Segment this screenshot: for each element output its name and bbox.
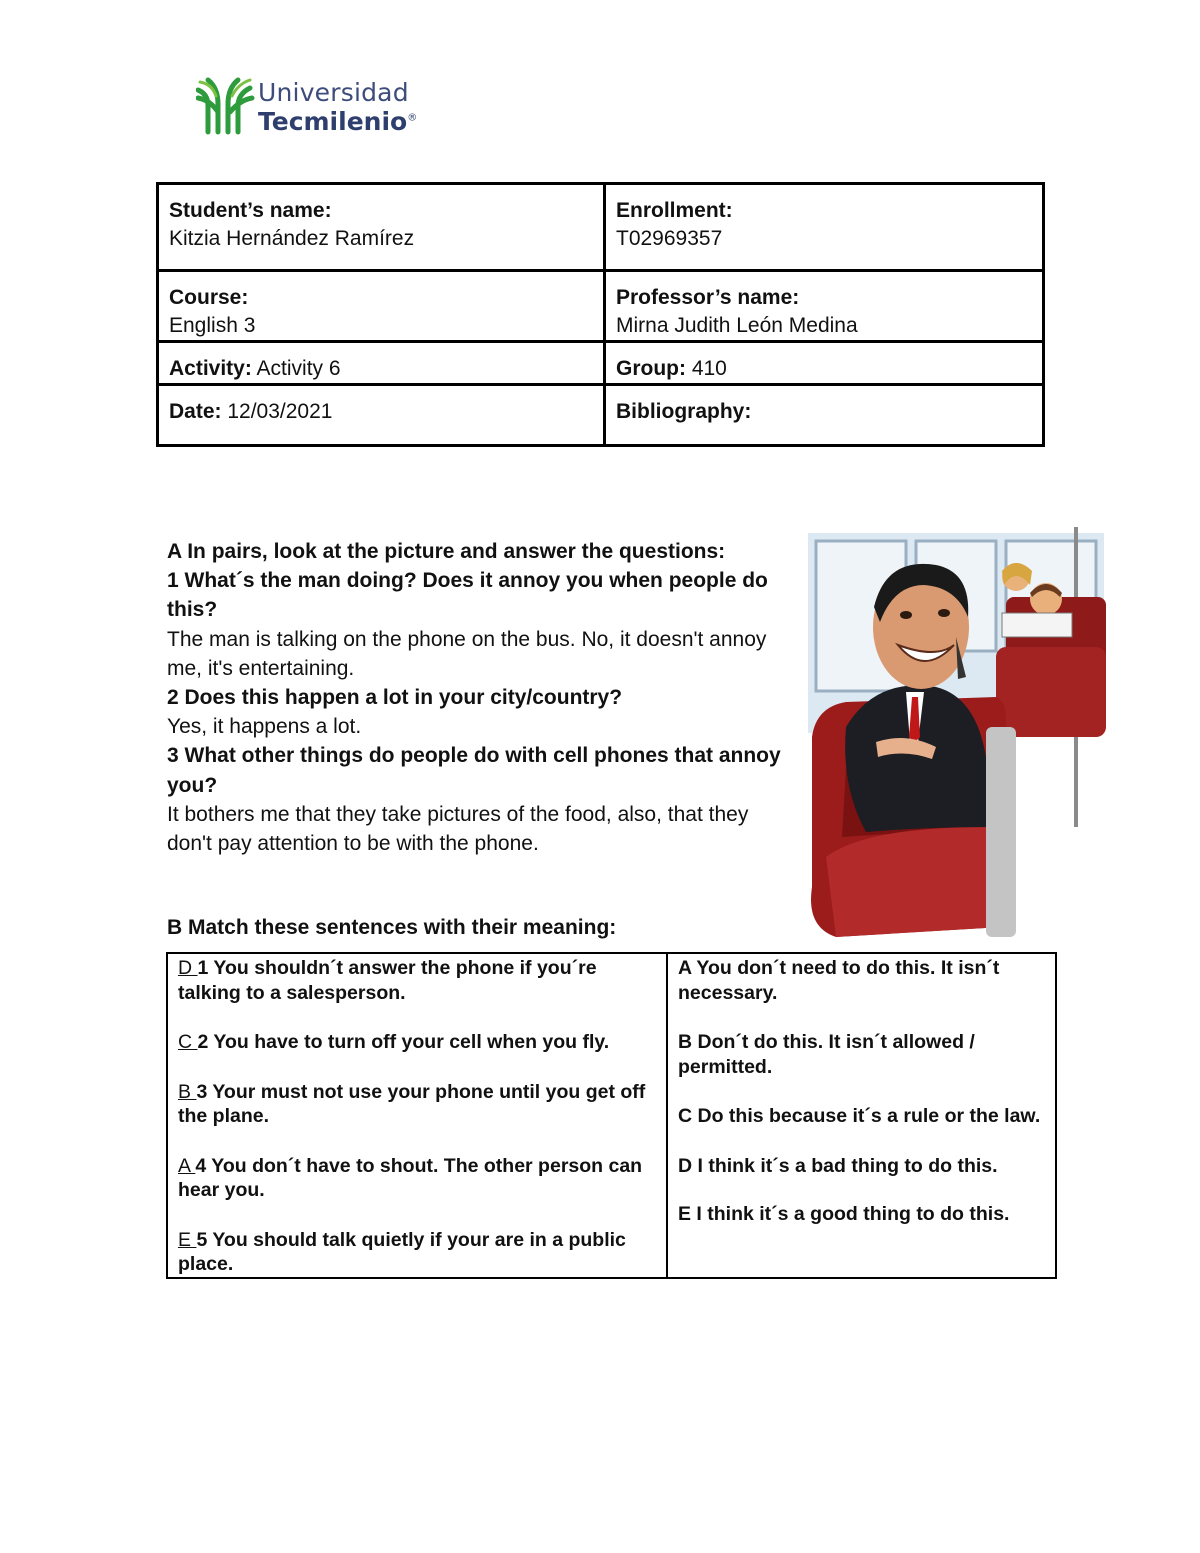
- sentence-text: 2 You have to turn off your cell when you fly.: [197, 1031, 610, 1053]
- enrollment-label: Enrollment:: [616, 199, 733, 222]
- logo-line-tecmilenio: [258, 109, 417, 134]
- meaning-item: C Do this because it´s a rule or the law.: [678, 1105, 1041, 1127]
- student-info-table: [156, 182, 1045, 447]
- answer-blank: A: [178, 1154, 196, 1177]
- enrollment-value: T02969357: [616, 227, 723, 250]
- section-a: [167, 537, 782, 858]
- bus-cartoon-illustration: [806, 527, 1106, 947]
- sentence-item: [178, 1228, 656, 1277]
- meaning-item: D I think it´s a bad thing to do this.: [678, 1154, 998, 1177]
- group-cell: [605, 342, 1044, 385]
- answer-blank: B: [178, 1080, 197, 1103]
- question-2: 2 Does this happen a lot in your city/country?: [167, 686, 623, 710]
- sentences-column: [167, 953, 667, 1278]
- course-cell: [158, 271, 605, 342]
- bibliography-cell: [605, 385, 1044, 446]
- sentence-text: 1 You shouldn´t answer the phone if you´re talking to a salesperson.: [178, 957, 597, 1004]
- question-1: 1 What´s the man doing? Does it annoy you when people do this?: [167, 569, 768, 622]
- student-name-label: Student’s name:: [169, 199, 332, 222]
- date-label: Date:: [169, 400, 222, 423]
- course-value: English 3: [169, 314, 256, 337]
- logo-line-universidad: Universidad: [258, 78, 409, 107]
- sentence-item: [178, 1080, 656, 1129]
- activity-label: Activity:: [169, 357, 252, 380]
- university-logo: [196, 76, 416, 140]
- answer-1: The man is talking on the phone on the bus. No, it doesn't annoy me, it's entertaining.: [167, 627, 767, 680]
- sentence-text: 3 Your must not use your phone until you get off the plane.: [178, 1080, 646, 1127]
- question-3: 3 What other things do people do with cell phones that annoy you?: [167, 744, 781, 797]
- date-cell: [158, 385, 605, 446]
- meaning-item: B Don´t do this. It isn´t allowed / permitted.: [678, 1031, 975, 1078]
- sentence-item: [178, 1154, 656, 1203]
- sentence-item: [178, 1030, 656, 1055]
- date-value: 12/03/2021: [221, 400, 333, 423]
- group-value: 410: [685, 357, 727, 380]
- student-name-value: Kitzia Hernández Ramírez: [169, 227, 415, 250]
- professor-value: Mirna Judith León Medina: [616, 314, 858, 337]
- section-a-title: A In pairs, look at the picture and answer the questions:: [167, 540, 726, 563]
- registered-mark: ®: [407, 112, 418, 124]
- sentence-item: [178, 956, 656, 1005]
- matching-table: [166, 952, 1057, 1279]
- answer-blank: C: [178, 1031, 198, 1053]
- answer-blank: D: [178, 957, 198, 979]
- bibliography-label: Bibliography:: [616, 400, 752, 423]
- activity-cell: [158, 342, 605, 385]
- section-b-title: B Match these sentences with their meaning:: [167, 916, 617, 939]
- group-label: Group:: [616, 357, 686, 380]
- professor-label: Professor’s name:: [616, 286, 800, 309]
- professor-cell: [605, 271, 1044, 342]
- meaning-item: E I think it´s a good thing to do this.: [678, 1203, 1010, 1225]
- course-label: Course:: [169, 286, 249, 309]
- sentence-text: 5 You should talk quietly if your are in a public place.: [178, 1228, 626, 1275]
- sentence-text: 4 You don´t have to shout. The other person can hear you.: [178, 1154, 643, 1201]
- logo-name: Tecmilenio: [258, 107, 408, 136]
- student-name-cell: [158, 184, 605, 271]
- enrollment-cell: [605, 184, 1044, 271]
- meaning-item: A You don´t need to do this. It isn´t necessary.: [678, 957, 1000, 1004]
- answer-2: Yes, it happens a lot.: [167, 715, 362, 739]
- answer-blank: E: [178, 1228, 197, 1251]
- answer-3: It bothers me that they take pictures of the food, also, that they don't pay attention to be with the phone.: [167, 802, 749, 856]
- meanings-column: [667, 953, 1056, 1278]
- tecmilenio-leaf-icon: [196, 76, 256, 136]
- activity-value: Activity 6: [251, 357, 341, 380]
